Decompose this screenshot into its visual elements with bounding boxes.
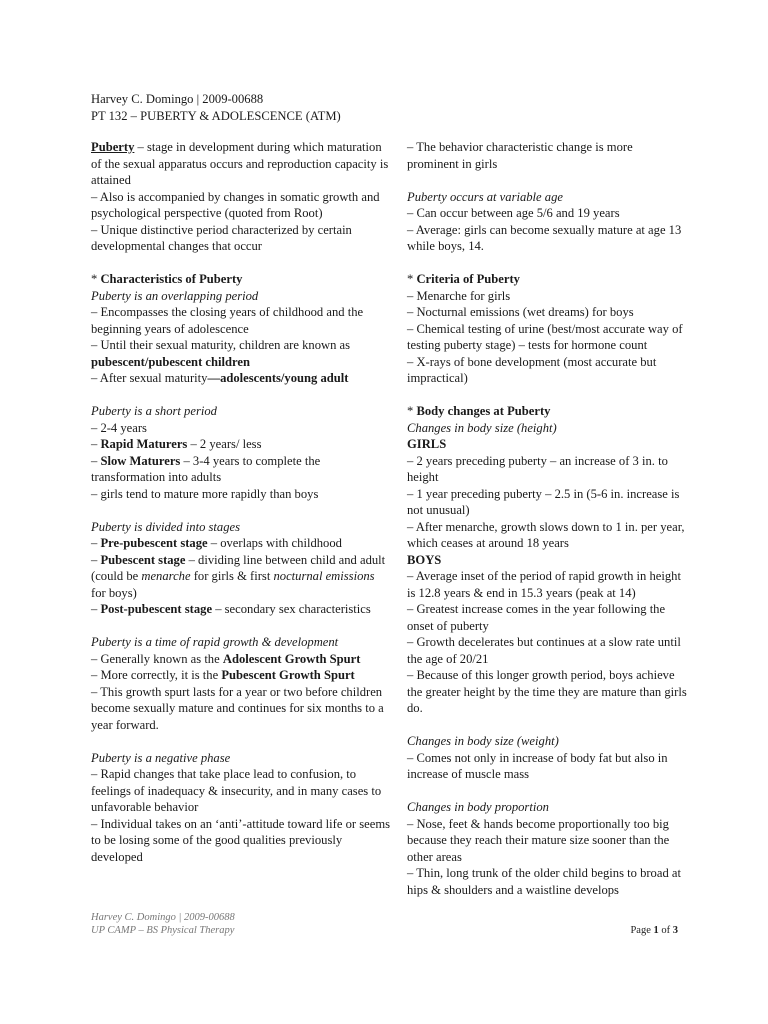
text-run: Slow Maturers xyxy=(100,453,181,468)
text-run: – Also is accompanied by changes in somatic growth and psychological perspective (quoted from Root) xyxy=(91,189,380,220)
text-run: – Until their sexual maturity, children are known as xyxy=(91,338,351,352)
text-run: – Because of this longer growth period, boys achieve the greater height by the time they are mature than girls do. xyxy=(407,668,687,715)
section-variable-age xyxy=(407,189,687,255)
section-rapid-growth xyxy=(91,634,391,733)
text-line xyxy=(407,139,687,172)
text-run: – Nocturnal emissions (wet dreams) for boys xyxy=(407,305,634,319)
text-run: – 3-4 years to complete the transformation into adults xyxy=(91,453,321,484)
text-line xyxy=(91,436,391,453)
text-run: * xyxy=(407,272,417,286)
text-run: – Nose, feet & hands become proportionally too big because they reach their mature size sooner than the other areas xyxy=(407,816,670,864)
text-line xyxy=(91,684,391,734)
text-run: BOYS xyxy=(407,552,442,567)
text-run: Puberty is an overlapping period xyxy=(91,288,259,303)
text-line xyxy=(407,519,687,552)
text-run: – overlaps with childhood xyxy=(207,536,342,550)
text-run: for boys) xyxy=(91,585,137,600)
page-number-of: of xyxy=(658,925,673,936)
text-run: – Encompasses the closing years of childhood and the beginning years of adolescence xyxy=(91,305,364,336)
text-run: Body changes at Puberty xyxy=(416,404,551,418)
text-run: – xyxy=(91,437,101,451)
text-run: – Average inset of the period of rapid growth in height is 12.8 years & end in 15.3 years (peak at 14) xyxy=(407,569,681,600)
text-line xyxy=(407,486,687,519)
text-run: Post-pubescent stage xyxy=(100,602,213,616)
text-run: – Comes not only in increase of body fat but also in increase of muscle mass xyxy=(407,750,668,781)
text-line xyxy=(91,453,391,486)
text-run: Changes in body size (weight) xyxy=(407,734,559,748)
section-body-proportion xyxy=(407,799,687,898)
section-divided-into-stages xyxy=(91,519,391,618)
text-line xyxy=(91,337,391,370)
text-run: Puberty is a negative phase xyxy=(91,750,231,765)
section-short-period xyxy=(91,403,391,502)
text-line xyxy=(407,288,687,305)
text-run: Puberty occurs at variable age xyxy=(407,189,563,204)
text-run: Rapid Maturers xyxy=(100,437,188,451)
author-line: Harvey C. Domingo | 2009-00688 xyxy=(91,92,264,106)
text-run: – Unique distinctive period characterized by certain developmental changes that occur xyxy=(91,222,352,253)
text-line xyxy=(91,552,391,602)
text-line xyxy=(91,222,391,255)
text-run: – dividing line between child and adult (could be xyxy=(91,552,386,583)
text-run: – Rapid changes that take place lead to confusion, to feelings of inadequacy & insecurity, and in many cases to unfavorable behavior xyxy=(91,767,382,814)
text-line xyxy=(91,535,391,552)
text-run: Adolescent Growth Spurt xyxy=(222,651,361,666)
footer-program: UP CAMP – BS Physical Therapy xyxy=(91,925,235,936)
text-run: Changes in body size (height) xyxy=(407,420,557,435)
text-line xyxy=(91,403,391,420)
course-title: PT 132 – PUBERTY & ADOLESCENCE (ATM) xyxy=(91,108,341,123)
page-footer xyxy=(91,911,235,937)
page-number-total: 3 xyxy=(672,925,678,936)
text-line xyxy=(91,288,391,305)
text-run: – xyxy=(91,453,101,468)
section-body-changes xyxy=(407,403,687,717)
text-line xyxy=(91,766,391,816)
section-criteria-of-puberty xyxy=(407,271,687,387)
text-line xyxy=(407,552,687,569)
text-run: Puberty is divided into stages xyxy=(91,519,241,534)
text-run: – After sexual maturity xyxy=(91,371,208,385)
text-line xyxy=(407,634,687,667)
text-line xyxy=(91,189,391,222)
page-number-current: 1 xyxy=(653,925,659,936)
text-run: – secondary sex characteristics xyxy=(212,602,371,616)
text-run: – Greatest increase comes in the year following the onset of puberty xyxy=(407,602,666,633)
text-run: – Individual takes on an ‘anti’-attitude toward life or seems to be losing some of the good qualities previously developed xyxy=(91,816,391,864)
text-run: – 2 years preceding puberty – an increase of 3 in. to height xyxy=(407,453,668,484)
section-behavior-change xyxy=(407,139,687,172)
text-run: – More correctly, it is the xyxy=(91,668,222,682)
text-line xyxy=(91,304,391,337)
right-column xyxy=(407,139,687,915)
section-weight-changes xyxy=(407,733,687,783)
text-run: – Growth decelerates but continues at a slow rate until the age of 20/21 xyxy=(407,635,681,666)
text-line xyxy=(407,601,687,634)
text-run: – 2 years/ less xyxy=(187,437,262,451)
text-run: – xyxy=(91,536,101,550)
text-line xyxy=(407,436,687,453)
text-run: – Chemical testing of urine (best/most accurate way of testing puberty stage) – tests for hormone count xyxy=(407,321,683,352)
page-number-prefix: Page xyxy=(630,925,654,936)
text-run: Puberty xyxy=(91,140,135,154)
text-run: – xyxy=(91,552,101,567)
text-line xyxy=(407,420,687,437)
text-line xyxy=(407,354,687,387)
text-run: – Thin, long trunk of the older child begins to broad at hips & shoulders and a waistline develops xyxy=(407,866,681,897)
text-run: Changes in body proportion xyxy=(407,800,549,814)
text-run: – Can occur between age 5/6 and 19 years xyxy=(407,206,620,220)
section-negative-phase xyxy=(91,750,391,866)
page-number xyxy=(630,925,678,936)
text-line xyxy=(407,799,687,816)
text-run: – Generally known as the xyxy=(91,651,223,666)
text-run: – Average: girls can become sexually mature at age 13 while boys, 14. xyxy=(407,222,682,253)
text-run: – This growth spurt lasts for a year or two before children become sexually mature and continues for six months to a year forward. xyxy=(91,684,384,732)
text-run: – stage in development during which maturation of the sexual apparatus occurs and reproduction capacity is attained xyxy=(91,140,389,187)
text-run: – X-rays of bone development (most accurate but impractical) xyxy=(407,354,657,385)
text-run: for girls & first xyxy=(190,569,274,583)
text-run: – After menarche, growth slows down to 1 in. per year, which ceases at around 18 years xyxy=(407,519,685,550)
text-run: Characteristics of Puberty xyxy=(100,272,243,286)
text-line xyxy=(407,271,687,288)
text-line xyxy=(407,568,687,601)
text-line xyxy=(91,139,391,189)
text-run: – girls tend to mature more rapidly than boys xyxy=(91,486,319,501)
text-line xyxy=(407,733,687,750)
text-run: —adolescents/young adult xyxy=(207,371,349,385)
text-line xyxy=(91,651,391,668)
text-line xyxy=(91,667,391,684)
text-line xyxy=(407,189,687,206)
text-line xyxy=(91,519,391,536)
text-run: GIRLS xyxy=(407,437,447,451)
text-line xyxy=(407,321,687,354)
text-run: – 2-4 years xyxy=(91,420,147,435)
text-line xyxy=(91,271,391,288)
text-line xyxy=(407,205,687,222)
text-line xyxy=(91,370,391,387)
text-run: Pubescent stage xyxy=(100,552,186,567)
text-run: * xyxy=(407,404,417,418)
document-header xyxy=(91,91,341,124)
text-run: pubescent/pubescent children xyxy=(91,354,250,369)
footer-author: Harvey C. Domingo | 2009-00688 xyxy=(91,912,235,923)
text-line xyxy=(91,750,391,767)
text-run: Puberty is a short period xyxy=(91,404,217,418)
text-line xyxy=(407,453,687,486)
text-line xyxy=(407,750,687,783)
text-line xyxy=(407,304,687,321)
text-run: Criteria of Puberty xyxy=(416,272,520,286)
text-line xyxy=(91,634,391,651)
text-line xyxy=(91,420,391,437)
text-run: – The behavior characteristic change is more prominent in girls xyxy=(407,140,633,171)
text-run: * xyxy=(91,272,101,286)
text-run: – 1 year preceding puberty – 2.5 in (5-6 in. increase is not unusual) xyxy=(407,486,680,517)
text-line xyxy=(91,601,391,618)
text-line xyxy=(407,222,687,255)
text-run: – Menarche for girls xyxy=(407,288,511,303)
text-run: menarche xyxy=(141,569,191,583)
text-run: nocturnal emissions xyxy=(273,569,375,583)
text-line xyxy=(91,816,391,866)
text-run: – xyxy=(91,602,101,616)
text-run: Pre-pubescent stage xyxy=(100,536,208,550)
text-line xyxy=(407,667,687,717)
text-line xyxy=(407,403,687,420)
text-run: Pubescent Growth Spurt xyxy=(221,668,355,682)
text-line xyxy=(407,865,687,898)
text-line xyxy=(407,816,687,866)
text-run: Puberty is a time of rapid growth & development xyxy=(91,635,339,649)
left-column xyxy=(91,139,391,882)
section-characteristics-of-puberty xyxy=(91,271,391,387)
text-line xyxy=(91,486,391,503)
section-puberty-definition xyxy=(91,139,391,255)
